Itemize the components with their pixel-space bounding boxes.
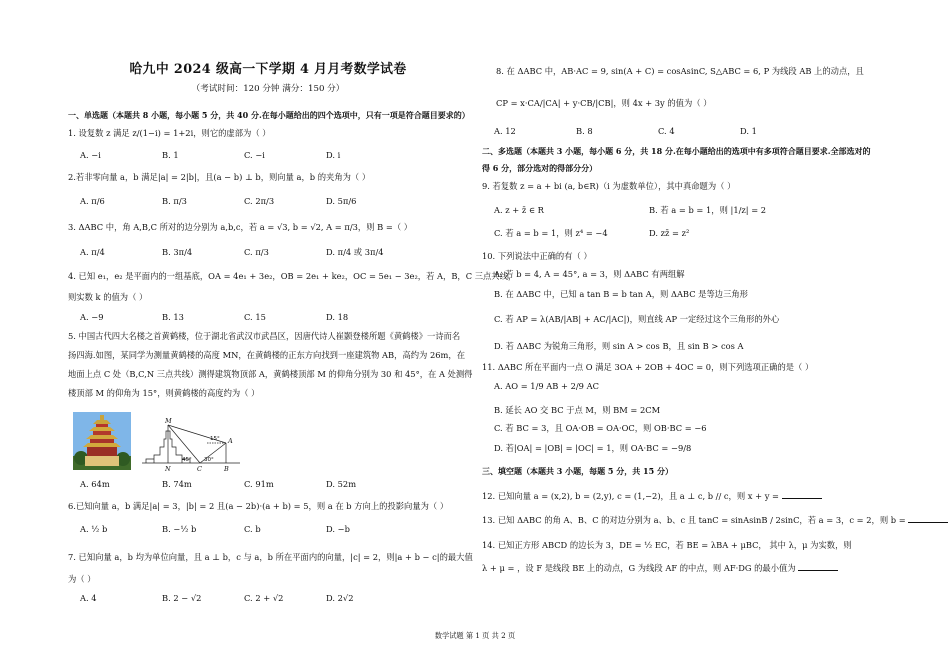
section-2-heading-cont: 得 6 分，部分选对的得部分分） (482, 163, 598, 173)
diagram-label-m: M (165, 417, 172, 425)
exam-subtitle: （考试时间：120 分钟 满分：150 分） (191, 84, 345, 94)
q8-option-d[interactable]: D. 1 (740, 126, 757, 136)
q9-options-ab (494, 205, 804, 215)
q8-stem: 8. 在 ΔABC 中，AB·AC = 9, sin(A + C) = cosAsinC, S△ABC = 6, P 为线段 AB 上的动点，且 (496, 66, 864, 76)
q7-option-a[interactable]: A. 4 (80, 593, 97, 603)
q5-option-a[interactable]: A. 64m (80, 479, 110, 489)
q9-option-d[interactable]: D. zz̄ = z² (649, 228, 690, 238)
q13-answer-blank[interactable] (908, 514, 948, 523)
q7-stem-cont: 为（ ） (68, 574, 96, 584)
q4-option-d[interactable]: D. 18 (326, 312, 349, 322)
q14-stem: 14. 已知正方形 ABCD 的边长为 3，DE = ½ EC，若 BE = λBA + μBC， 其中 λ，μ 为实数，则 (482, 540, 852, 550)
q4-options (80, 312, 408, 322)
q4-option-a[interactable]: A. −9 (80, 312, 104, 322)
diagram-angle-30: 30° (204, 457, 214, 463)
diagram-label-a: A (228, 437, 233, 445)
q2-option-a[interactable]: A. π/6 (80, 196, 105, 206)
q5-option-b[interactable]: B. 74m (162, 479, 192, 489)
section-2-heading: 二、多选题（本题共 3 小题，每小题 6 分，共 18 分.在每小题给出的选项中有多项符合题目要求.全部选对的 (482, 146, 871, 156)
q8-stem-cont: CP = x·CA/|CA| + y·CB/|CB|，则 4x + 3y 的值为（ ） (496, 98, 712, 108)
q5-line-4: 楼顶部 M 的仰角为 15°，则黄鹤楼的高度约为（ ） (68, 388, 260, 398)
q2-stem: 2.若非零向量 a，b 满足|a| = 2|b|，且(a − b) ⊥ b，则向量 a，b 的夹角为（ ） (68, 172, 371, 182)
q10-stem: 10. 下列说法中正确的有（ ） (482, 251, 592, 261)
q14-text-cont: λ + μ = ，设 F 是线段 BE 上的动点，G 为线段 AF 的中点，则 AF·DG 的最小值为 (482, 563, 796, 573)
q9-option-b[interactable]: B. 若 a = b = 1，则 |1/z| = 2 (649, 205, 767, 215)
yellow-crane-tower-photo (73, 412, 131, 470)
q2-options (80, 196, 408, 206)
q7-stem: 7. 已知向量 a，b 均为单位向量，且 a ⊥ b，c 与 a，b 所在平面内的向量，|c| = 2，则|a + b − c|的最大值 (68, 552, 473, 562)
q7-option-c[interactable]: C. 2 + √2 (244, 593, 284, 603)
q5-options (80, 479, 408, 489)
q12-text: 12. 已知向量 a = (x,2), b = (2,y), c = (1,−2)，且 a ⊥ c, b // c，则 x + y = (482, 491, 779, 501)
diagram-angle-15: 15° (210, 436, 220, 442)
q2-option-c[interactable]: C. 2π/3 (244, 196, 275, 206)
q4-option-c[interactable]: C. 15 (244, 312, 266, 322)
q8-option-c[interactable]: C. 4 (658, 126, 675, 136)
q13-text: 13. 已知 ΔABC 的角 A、B、C 的对边分别为 a、b、c 且 tanC = sinAsinB / 2sinC，若 a = 3，c = 2，则 b = (482, 515, 906, 525)
q9-option-c[interactable]: C. 若 a = b = 1，则 z⁴ = −4 (494, 228, 608, 238)
q5-line-2: 扬四海.如图，某同学为测量黄鹤楼的高度 MN，在黄鹤楼的正东方向找到一座建筑物 AB，高约为 26m，在 (68, 350, 465, 360)
q8-option-b[interactable]: B. 8 (576, 126, 593, 136)
q7-options (80, 593, 408, 603)
q5-option-c[interactable]: C. 91m (244, 479, 274, 489)
q1-option-b[interactable]: B. 1 (162, 150, 179, 160)
q6-option-d[interactable]: D. −b (326, 524, 350, 534)
q3-option-d[interactable]: D. π/4 或 3π/4 (326, 247, 384, 257)
exam-title: 哈九中 2024 级高一下学期 4 月月考数学试卷 (129, 62, 407, 77)
q9-option-a[interactable]: A. z + z̄ ∈ R (494, 205, 544, 215)
q10-option-b[interactable]: B. 在 ΔABC 中，已知 a tan B = b tan A，则 ΔABC 是等边三角形 (494, 289, 748, 299)
q3-stem: 3. ΔABC 中，角 A,B,C 所对的边分别为 a,b,c，若 a = √3, b = √2, A = π/3，则 B =（ ） (68, 222, 413, 232)
q6-option-a[interactable]: A. ½ b (80, 524, 108, 534)
q1-option-a[interactable]: A. −i (80, 150, 101, 160)
q3-option-a[interactable]: A. π/4 (80, 247, 105, 257)
q11-option-b[interactable]: B. 延长 AO 交 BC 于点 M，则 BM = 2CM (494, 405, 661, 415)
q5-geometry-diagram (140, 415, 242, 473)
q1-option-c[interactable]: C. −i (244, 150, 265, 160)
diagram-label-b: B (224, 465, 229, 473)
q11-option-a[interactable]: A. AO = 1/9 AB + 2/9 AC (494, 381, 599, 391)
q4-stem: 4. 已知 e₁，e₂ 是平面内的一组基底，OA = 4e₁ + 3e₂，OB = 2e₁ + ke₂，OC = 5e₁ − 3e₂，若 A，B，C 三点共线， (68, 271, 517, 281)
q3-option-c[interactable]: C. π/3 (244, 247, 269, 257)
q4-option-b[interactable]: B. 13 (162, 312, 184, 322)
q11-option-c[interactable]: C. 若 BC = 3，且 OA·OB = OA·OC，则 OB·BC = −6 (494, 423, 707, 433)
page-footer: 数学试题 第 1 页 共 2 页 (434, 631, 516, 640)
q3-option-b[interactable]: B. 3π/4 (162, 247, 193, 257)
q8-option-a[interactable]: A. 12 (494, 126, 516, 136)
section-1-heading: 一、单选题（本题共 8 小题，每小题 5 分，共 40 分.在每小题给出的四个选项中，只有一项是符合题目要求的） (68, 110, 470, 120)
q1-stem: 1. 设复数 z 满足 z/(1−i) = 1+2i，则它的虚部为（ ） (68, 128, 271, 138)
q11-stem: 11. ΔABC 所在平面内一点 O 满足 3OA + 2OB + 4OC = 0，则下列选项正确的是（ ） (482, 362, 814, 372)
q6-option-b[interactable]: B. −½ b (162, 524, 197, 534)
q2-option-d[interactable]: D. 5π/6 (326, 196, 357, 206)
q12-answer-blank[interactable] (782, 490, 822, 499)
q5-line-1: 5. 中国古代四大名楼之首黄鹤楼，位于湖北省武汉市武昌区，因唐代诗人崔颢登楼所题《黄鹤楼》一诗而名 (68, 331, 461, 341)
q3-options (80, 247, 408, 257)
q6-stem: 6.已知向量 a，b 满足|a| = 3，|b| = 2 且(a − 2b)·(a + b) = 5，则 a 在 b 方向上的投影向量为（ ） (68, 501, 449, 511)
q10-option-a[interactable]: A. 若 b = 4, A = 45°, a = 3，则 ΔABC 有两组解 (494, 269, 685, 279)
q9-stem: 9. 若复数 z = a + bi (a, b∈R)（i 为虚数单位），其中真命题为（ ） (482, 181, 736, 191)
diagram-label-n: N (165, 465, 171, 473)
q7-option-b[interactable]: B. 2 − √2 (162, 593, 202, 603)
q11-option-d[interactable]: D. 若|OA| = |OB| = |OC| = 1，则 OA·BC = −9/8 (494, 443, 692, 453)
q1-options (80, 150, 408, 160)
diagram-label-c: C (197, 465, 202, 473)
q6-options (80, 524, 408, 534)
q4-stem-cont: 则实数 k 的值为（ ） (68, 292, 148, 302)
q2-option-b[interactable]: B. π/3 (162, 196, 187, 206)
q5-line-3: 地面上点 C 处（B,C,N 三点共线）测得建筑物顶部 A，黄鹤楼顶部 M 的仰角分别为 30 和 45°，在 A 处测得 (68, 369, 473, 379)
q1-option-d[interactable]: D. i (326, 150, 341, 160)
q14-stem-cont (482, 562, 838, 573)
q10-option-c[interactable]: C. 若 AP = λ(AB/|AB| + AC/|AC|)，则直线 AP 一定经过这个三角形的外心 (494, 314, 780, 324)
q10-option-d[interactable]: D. 若 ΔABC 为锐角三角形，则 sin A > cos B，且 sin B > cos A (494, 341, 744, 351)
q7-option-d[interactable]: D. 2√2 (326, 593, 354, 603)
q8-options (494, 126, 822, 136)
section-3-heading: 三、填空题（本题共 3 小题，每题 5 分，共 15 分） (482, 466, 673, 476)
q9-options-cd (494, 228, 804, 238)
q13-stem (482, 514, 948, 525)
diagram-angle-45: 45° (182, 457, 192, 463)
q14-answer-blank[interactable] (798, 562, 838, 571)
q5-option-d[interactable]: D. 52m (326, 479, 357, 489)
q6-option-c[interactable]: C. b (244, 524, 261, 534)
q12-stem (482, 490, 822, 501)
